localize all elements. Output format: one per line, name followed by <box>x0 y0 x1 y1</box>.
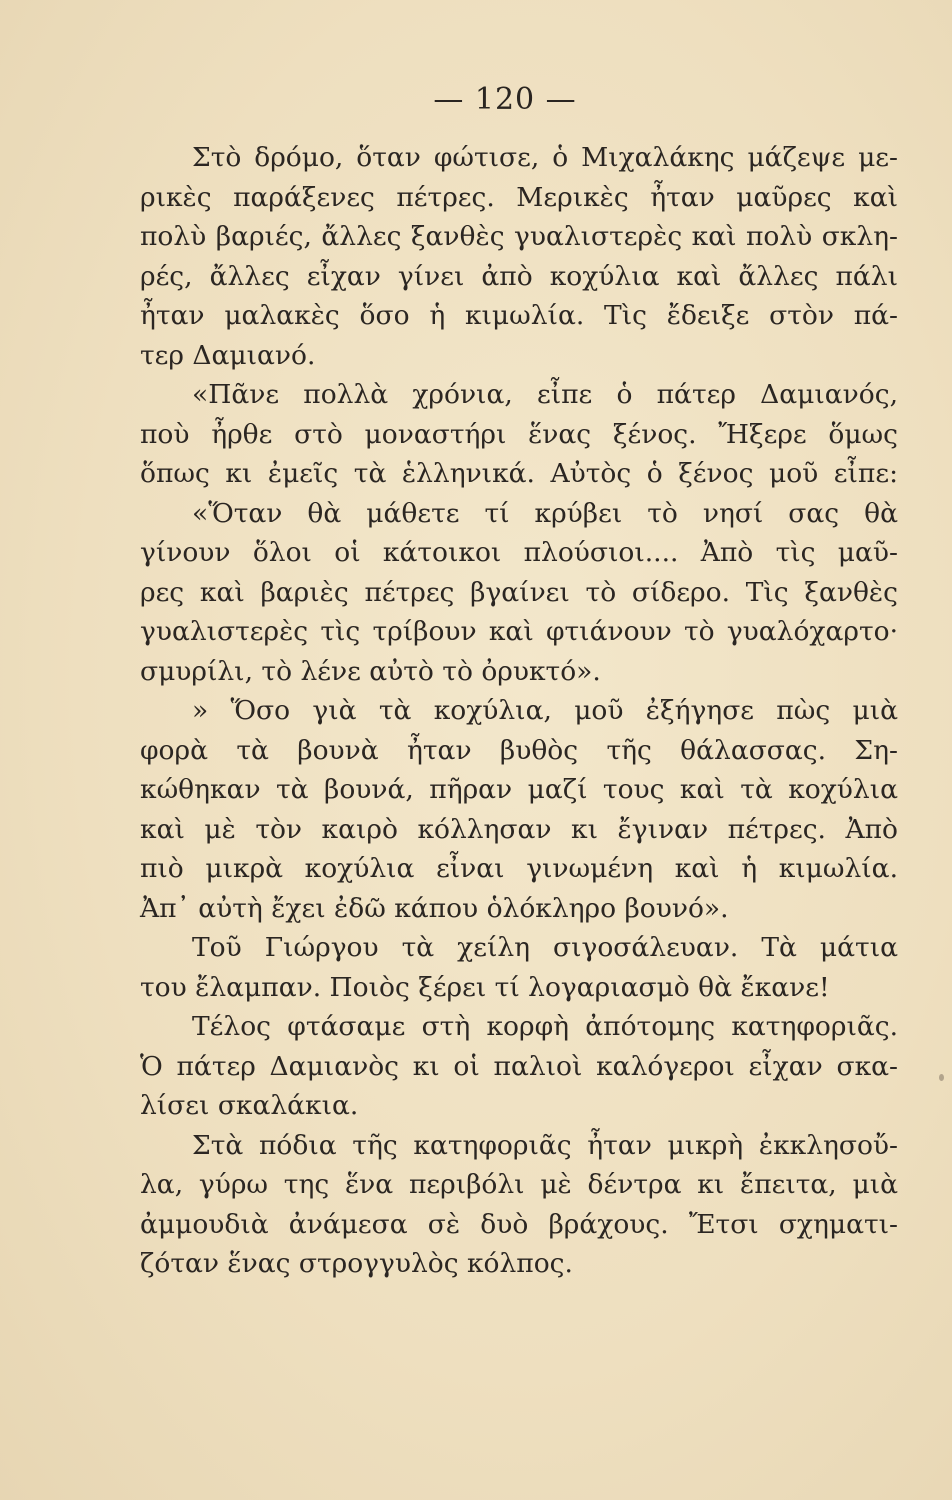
text-line: ἀμμουδιὰ ἀνάμεσα σὲ δυὸ βράχους. Ἔτσι σχηματι- <box>140 1208 898 1240</box>
text-line: σμυρίλι, τὸ λένε αὐτὸ τὸ ὀρυκτό». <box>140 655 601 687</box>
text-line: ὅπως κι ἐμεῖς τὰ ἑλληνικά. Αὐτὸς ὁ ξένος μοῦ εἶπε: <box>140 458 898 489</box>
text-line: λα, γύρω της ἕνα περιβόλι μὲ δέντρα κι ἔπειτα, μιὰ <box>140 1169 898 1200</box>
margin-mark <box>939 1074 944 1081</box>
text-line: ζόταν ἕνας στρογγυλὸς κόλπος. <box>140 1248 573 1279</box>
text-line: καὶ μὲ τὸν καιρὸ κόλλησαν κι ἔγιναν πέτρες. Ἀπὸ <box>140 813 898 845</box>
text-line: Στὰ πόδια τῆς κατηφοριᾶς ἦταν μικρὴ ἐκκλησοὔ- <box>192 1129 898 1161</box>
page-number: — 120 — <box>433 82 577 117</box>
text-line: γυαλιστερὲς τὶς τρίβουν καὶ φτιάνουν τὸ γυαλόχαρτο· <box>140 616 898 647</box>
text-line: Τοῦ Γιώργου τὰ χείλη σιγοσάλευαν. Τὰ μάτια <box>192 932 898 963</box>
text-line: ρές, ἄλλες εἶχαν γίνει ἀπὸ κοχύλια καὶ ἄλλες πάλι <box>140 260 898 292</box>
text-line: ποὺ ἦρθε στὸ μοναστήρι ἕνας ξένος. Ἤξερε ὅμως <box>140 418 898 450</box>
text-line: τερ Δαμιανό. <box>140 339 316 371</box>
text-line: » Ὅσο γιὰ τὰ κοχύλια, μοῦ ἐξήγησε πὼς μιὰ <box>192 695 898 726</box>
text-line: «Πᾶνε πολλὰ χρόνια, εἶπε ὁ πάτερ Δαμιανός, <box>192 379 898 410</box>
text-line: πιὸ μικρὰ κοχύλια εἶναι γινωμένη καὶ ἡ κιμωλία. <box>140 853 898 884</box>
text-line: Τέλος φτάσαμε στὴ κορφὴ ἀπότομης κατηφοριᾶς. <box>192 1011 898 1042</box>
text-line: φορὰ τὰ βουνὰ ἦταν βυθὸς τῆς θάλασσας. Ση- <box>140 734 898 766</box>
text-line: ρικὲς παράξενες πέτρες. Μερικὲς ἦταν μαῦρες καὶ <box>140 181 898 213</box>
text-line: Στὸ δρόμο, ὅταν φώτισε, ὁ Μιχαλάκης μάζεψε με- <box>192 142 898 173</box>
text-line: Ἀπ᾽ αὐτὴ ἔχει ἐδῶ κάπου ὁλόκληρο βουνό». <box>140 892 729 924</box>
text-line: γίνουν ὅλοι οἱ κάτοικοι πλούσιοι.... Ἀπὸ τὶς μαῦ- <box>140 537 898 568</box>
text-line: κώθηκαν τὰ βουνά, πῆραν μαζί τους καὶ τὰ κοχύλια <box>140 774 898 805</box>
text-line: λίσει σκαλάκια. <box>140 1090 359 1121</box>
body-text <box>140 138 898 1284</box>
text-line: ἦταν μαλακὲς ὅσο ἡ κιμωλία. Τὶς ἔδειξε στὸν πά- <box>140 300 898 331</box>
text-line: «Ὅταν θὰ μάθετε τί κρύβει τὸ νησί σας θὰ <box>192 497 898 529</box>
text-line: ρες καὶ βαριὲς πέτρες βγαίνει τὸ σίδερο. Τὶς ξανθὲς <box>140 576 898 608</box>
text-line: του ἔλαμπαν. Ποιὸς ξέρει τί λογαριασμὸ θὰ ἔκανε! <box>140 971 830 1003</box>
text-line: πολὺ βαριές, ἄλλες ξανθὲς γυαλιστερὲς καὶ πολὺ σκλη- <box>140 221 898 252</box>
text-line: Ὁ πάτερ Δαμιανὸς κι οἱ παλιοὶ καλόγεροι εἶχαν σκα- <box>140 1050 898 1082</box>
